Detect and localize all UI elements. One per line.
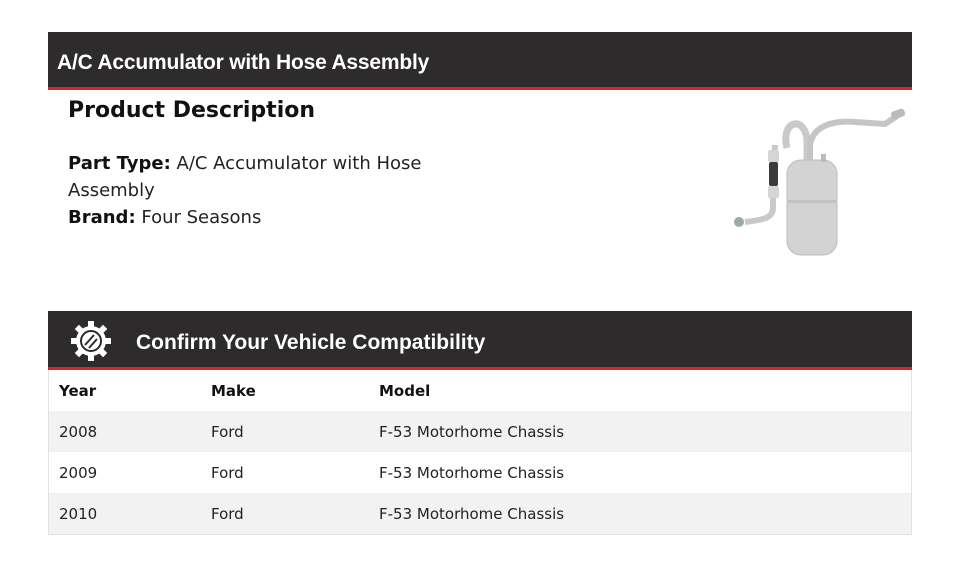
cell-make: Ford — [211, 422, 244, 441]
cell-make: Ford — [211, 504, 244, 523]
product-description — [68, 150, 448, 231]
column-header-model: Model — [379, 381, 431, 400]
table-row — [49, 452, 911, 493]
compatibility-table — [48, 370, 912, 535]
compatibility-title: Confirm Your Vehicle Compatibility — [136, 331, 486, 354]
cell-make: Ford — [211, 463, 244, 482]
product-title: A/C Accumulator with Hose Assembly — [57, 51, 430, 74]
column-header-make: Make — [211, 381, 256, 400]
product-description-heading: Product Description — [68, 98, 316, 123]
column-header-year: Year — [59, 381, 97, 400]
brand-label: Brand: — [68, 207, 136, 228]
cell-model: F-53 Motorhome Chassis — [379, 463, 565, 482]
table-row — [49, 493, 911, 534]
cell-year: 2010 — [59, 504, 98, 523]
cell-model: F-53 Motorhome Chassis — [379, 504, 565, 523]
table-row — [49, 411, 911, 452]
cell-model: F-53 Motorhome Chassis — [379, 422, 565, 441]
gear-car-icon — [70, 320, 112, 362]
cell-year: 2008 — [59, 422, 98, 441]
product-image — [725, 100, 915, 275]
table-header-row — [49, 370, 911, 411]
part-type-value: A/C Accumulator with Hose Assembly — [68, 153, 422, 201]
product-title-bar — [48, 32, 912, 90]
compatibility-title-bar — [48, 311, 912, 370]
part-type-label: Part Type: — [68, 153, 171, 174]
brand-value: Four Seasons — [141, 207, 262, 228]
cell-year: 2009 — [59, 463, 98, 482]
